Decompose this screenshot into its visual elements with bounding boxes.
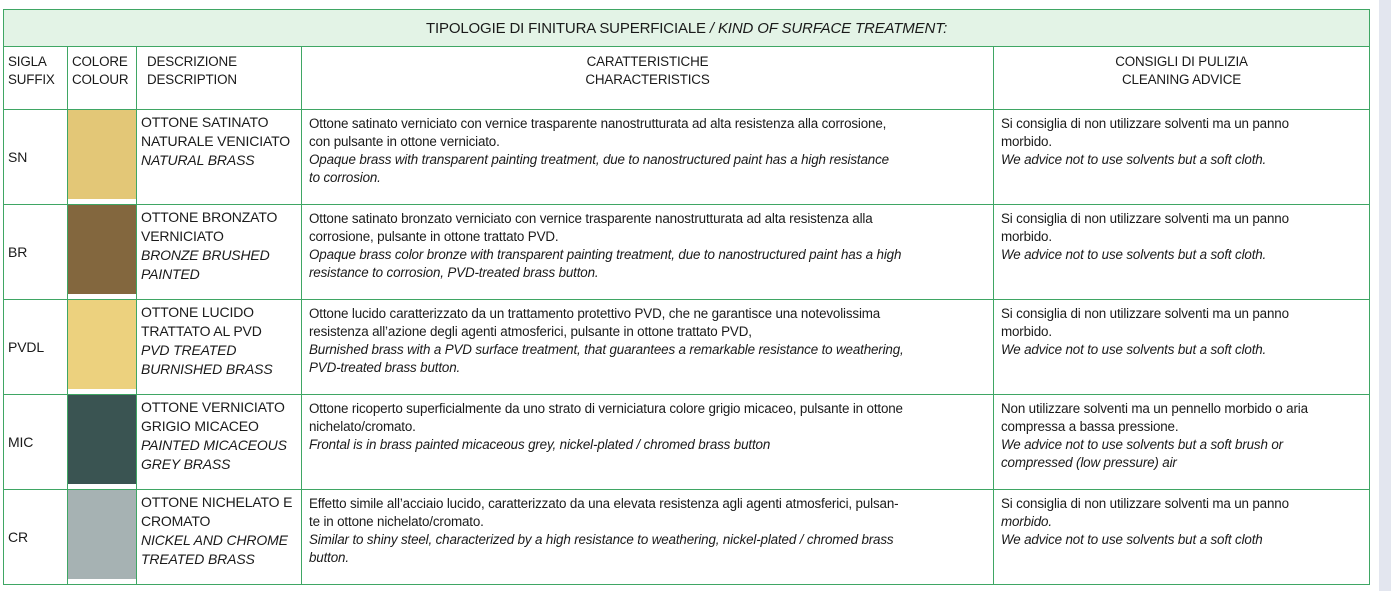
characteristics-en-line: Frontal is in brass painted micaceous grey, nickel-plated / chromed brass button [309,437,771,452]
description-en-line: NATURAL BRASS [141,152,255,168]
characteristics-cell [302,395,994,490]
header-row [4,47,1370,110]
characteristics-en-line: Burnished brass with a PVD surface treatment, that guarantees a remarkable resistance to weathering, [309,342,904,357]
cleaning-cell [994,490,1370,585]
suffix-cell: PVDL [4,300,68,395]
characteristics-it-line: Ottone ricoperto superficialmente da uno strato di verniciatura colore grigio micaceo, pulsante in ottone [309,401,903,416]
cleaning-it-line: Si consiglia di non utilizzare solventi ma un panno [1001,211,1289,226]
characteristics-cell [302,300,994,395]
characteristics-it-line: con pulsante in ottone verniciato. [309,134,500,149]
header-colour [68,47,137,110]
title-translation: / KIND OF SURFACE TREATMENT: [705,19,948,37]
characteristics-cell [302,110,994,205]
characteristics-en-line: button. [309,550,349,565]
characteristics-it-line: nichelato/cromato. [309,419,416,434]
header-cleaning-en: CLEANING ADVICE [1122,72,1242,87]
header-suffix-it: SIGLA [8,54,47,69]
description-it-line: CROMATO [141,513,211,529]
characteristics-it-line: Ottone lucido caratterizzato da un trattamento protettivo PVD, che ne garantisce una notevolissima [309,306,881,321]
header-cleaning [994,47,1370,110]
description-cell [137,110,302,205]
characteristics-cell [302,490,994,585]
description-it-line: OTTONE BRONZATO [141,209,278,225]
description-it-line: OTTONE LUCIDO [141,304,254,320]
description-en-line: GREY BRASS [141,456,231,472]
description-en-line: BURNISHED BRASS [141,361,273,377]
description-cell [137,300,302,395]
colour-cell [68,490,137,585]
suffix-cell: SN [4,110,68,205]
table-row [4,490,1370,585]
cleaning-en-line: morbido. [1001,514,1052,529]
description-it-line: VERNICIATO [141,228,224,244]
cleaning-cell [994,300,1370,395]
table-title [4,10,1370,47]
characteristics-en-line: PVD-treated brass button. [309,360,461,375]
table-row [4,395,1370,490]
description-en-line: BRONZE BRUSHED [141,247,270,263]
cleaning-en-line: We advice not to use solvents but a soft brush or [1001,437,1283,452]
characteristics-en-line: to corrosion. [309,170,381,185]
suffix-cell: CR [4,490,68,585]
title-main: TIPOLOGIE DI FINITURA SUPERFICIALE [425,19,706,37]
header-suffix [4,47,68,110]
description-it-line: GRIGIO MICACEO [141,418,259,434]
characteristics-en-line: Similar to shiny steel, characterized by a high resistance to weathering, nickel-plated / chromed brass [309,532,894,547]
characteristics-it-line: te in ottone nichelato/cromato. [309,514,484,529]
description-cell [137,395,302,490]
characteristics-it-line: resistenza all’azione degli agenti atmosferici, pulsante in ottone trattato PVD, [309,324,752,339]
cleaning-it-line: morbido. [1001,229,1052,244]
characteristics-it-line: Effetto simile all’acciaio lucido, caratterizzato da una elevata resistenza agli agenti atmosferici, pulsan- [309,496,899,511]
description-cell [137,205,302,300]
cleaning-en-line: compressed (low pressure) air [1001,455,1177,470]
cleaning-it-line: Non utilizzare solventi ma un pennello morbido o aria [1001,401,1308,416]
header-description-en: DESCRIPTION [147,72,237,87]
description-en-line: NICKEL AND CHROME [141,532,288,548]
side-strip [1379,0,1391,591]
header-characteristics-en: CHARACTERISTICS [585,72,710,87]
cleaning-it-line: morbido. [1001,324,1052,339]
description-en-line: TREATED BRASS [141,551,255,567]
suffix-cell: MIC [4,395,68,490]
table-row [4,300,1370,395]
cleaning-en-line: We advice not to use solvents but a soft cloth. [1001,247,1267,262]
colour-swatch [68,205,136,294]
table-row [4,205,1370,300]
characteristics-it-line: corrosione, pulsante in ottone trattato PVD. [309,229,559,244]
colour-swatch [68,395,136,484]
header-colour-en: COLOUR [72,72,129,87]
cleaning-it-line: Si consiglia di non utilizzare solventi ma un panno [1001,116,1289,131]
colour-swatch [68,110,136,199]
colour-swatch [68,490,136,579]
characteristics-it-line: Ottone satinato bronzato verniciato con vernice trasparente nanostrutturata ad alta resistenza alla [309,211,873,226]
cleaning-cell [994,110,1370,205]
header-description-it: DESCRIZIONE [147,54,237,69]
cleaning-it-line: compressa a bassa pressione. [1001,419,1179,434]
colour-cell [68,205,137,300]
characteristics-en-line: Opaque brass with transparent painting treatment, due to nanostructured paint has a high resistance [309,152,889,167]
description-en-line: PVD TREATED [141,342,237,358]
characteristics-it-line: Ottone satinato verniciato con vernice trasparente nanostrutturata ad alta resistenza alla corrosione, [309,116,887,131]
header-cleaning-it: CONSIGLI DI PULIZIA [1115,54,1248,69]
cleaning-cell [994,205,1370,300]
colour-cell [68,300,137,395]
cleaning-it-line: Si consiglia di non utilizzare solventi ma un panno [1001,496,1289,511]
description-it-line: TRATTATO AL PVD [141,323,262,339]
characteristics-en-line: Opaque brass color bronze with transparent painting treatment, due to nanostructured paint has a high [309,247,902,262]
characteristics-cell [302,205,994,300]
description-it-line: OTTONE VERNICIATO [141,399,285,415]
colour-cell [68,395,137,490]
header-colour-it: COLORE [72,54,128,69]
header-suffix-en: SUFFIX [8,72,55,87]
colour-cell [68,110,137,205]
characteristics-en-line: resistance to corrosion, PVD-treated brass button. [309,265,599,280]
cleaning-cell [994,395,1370,490]
header-characteristics [302,47,994,110]
cleaning-en-line: We advice not to use solvents but a soft cloth [1001,532,1263,547]
description-it-line: OTTONE NICHELATO E [141,494,293,510]
description-en-line: PAINTED MICACEOUS [141,437,287,453]
table-row [4,110,1370,205]
description-it-line: NATURALE VENICIATO [141,133,290,149]
colour-swatch [68,300,136,389]
description-cell [137,490,302,585]
table-body [4,110,1370,585]
header-description [137,47,302,110]
suffix-cell: BR [4,205,68,300]
description-it-line: OTTONE SATINATO [141,114,269,130]
cleaning-en-line: We advice not to use solvents but a soft cloth. [1001,342,1267,357]
cleaning-en-line: We advice not to use solvents but a soft cloth. [1001,152,1267,167]
cleaning-it-line: morbido. [1001,134,1052,149]
header-characteristics-it: CARATTERISTICHE [586,54,709,69]
description-en-line: PAINTED [141,266,200,282]
cleaning-it-line: Si consiglia di non utilizzare solventi ma un panno [1001,306,1289,321]
surface-treatment-table [3,9,1370,585]
